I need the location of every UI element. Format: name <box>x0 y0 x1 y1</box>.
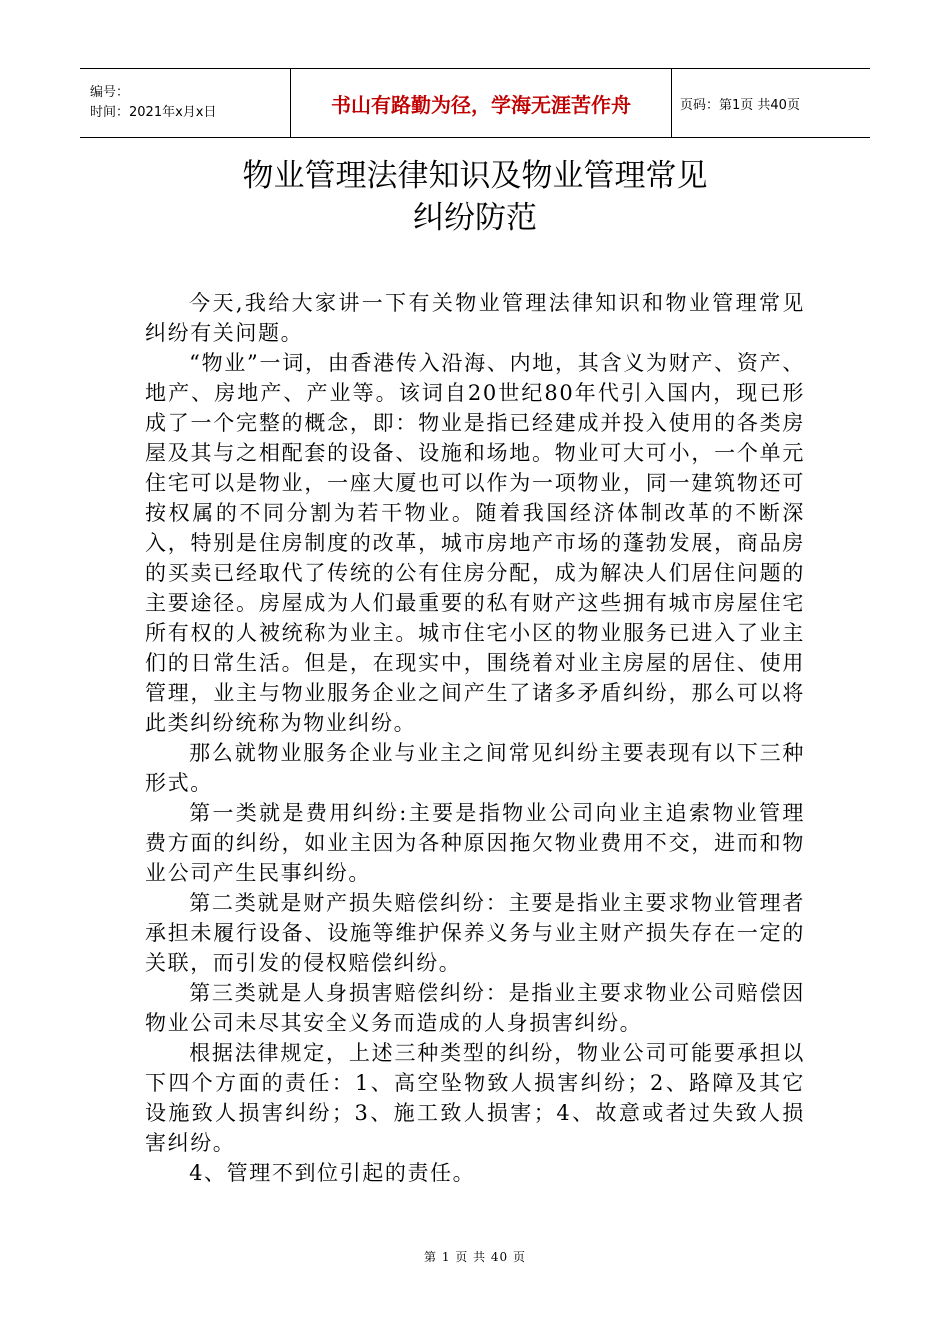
paragraph-type-3: 第三类就是人身损害赔偿纠纷：是指业主要求物业公司赔偿因物业公司未尽其安全义务而造成的人身损害纠纷。 <box>145 981 805 1035</box>
header-left-cell <box>80 69 291 137</box>
header-motto-cell <box>291 69 672 137</box>
paragraph-intro: 今天,我给大家讲一下有关物业管理法律知识和物业管理常见纠纷有关问题。 <box>145 291 805 345</box>
paragraph-forms: 那么就物业服务企业与业主之间常见纠纷主要表现有以下三种形式。 <box>145 741 805 795</box>
document-title <box>0 155 950 239</box>
header-page-cell <box>672 69 870 137</box>
paragraph-management: 4、管理不到位引起的责任。 <box>189 1161 476 1185</box>
document-body <box>145 288 805 1188</box>
document-number-label: 编号： <box>90 85 130 100</box>
header-motto: 书山有路勤为径，学海无涯苦作舟 <box>331 92 631 117</box>
title-line-1: 物业管理法律知识及物业管理常见 <box>242 158 708 194</box>
paragraph-definition: “物业”一词，由香港传入沿海、内地，其含义为财产、资产、地产、房地产、产业等。该词自20世纪80年代引入国内，现已形成了一个完整的概念，即：物业是指已经建成并投入使用的各类房屋及其与之相配套的设备、设施和场地。物业可大可小，一个单元住宅可以是物业，一座大厦也可以作为一项物业，同一建筑物还可按权属的不同分割为若干物业。随着我国经济体制改革的不断深入，特别是住房制度的改革，城市房地产市场的蓬勃发展，商品房的买卖已经取代了传统的公有住房分配，成为解决人们居住问题的主要途径。房屋成为人们最重要的私有财产这些拥有城市房屋住宅所有权的人被统称为业主。城市住宅小区的物业服务已进入了业主们的日常生活。但是，在现实中，围绕着对业主房屋的居住、使用管理，业主与物业服务企业之间产生了诸多矛盾纠纷，那么可以将此类纠纷统称为物业纠纷。 <box>145 351 805 735</box>
page-footer: 第 1 页 共 40 页 <box>424 1250 526 1264</box>
paragraph-type-1: 第一类就是费用纠纷:主要是指物业公司向业主追索物业管理费方面的纠纷，如业主因为各种原因拖欠物业费用不交，进而和物业公司产生民事纠纷。 <box>145 801 805 885</box>
document-time-label: 时间：2021年x月x日 <box>90 105 217 120</box>
paragraph-type-2: 第二类就是财产损失赔偿纠纷：主要是指业主要求物业管理者承担未履行设备、设施等维护保养义务与业主财产损失存在一定的关联，而引发的侵权赔偿纠纷。 <box>145 891 805 975</box>
header-page-info: 页码：第1页 共40页 <box>680 97 800 113</box>
page-header <box>80 68 870 138</box>
title-line-2: 纠纷防范 <box>413 200 537 236</box>
paragraph-liability: 根据法律规定，上述三种类型的纠纷，物业公司可能要承担以下四个方面的责任：1、高空坠物致人损害纠纷；2、路障及其它设施致人损害纠纷；3、施工致人损害；4、故意或者过失致人损害纠纷。 <box>145 1041 805 1155</box>
